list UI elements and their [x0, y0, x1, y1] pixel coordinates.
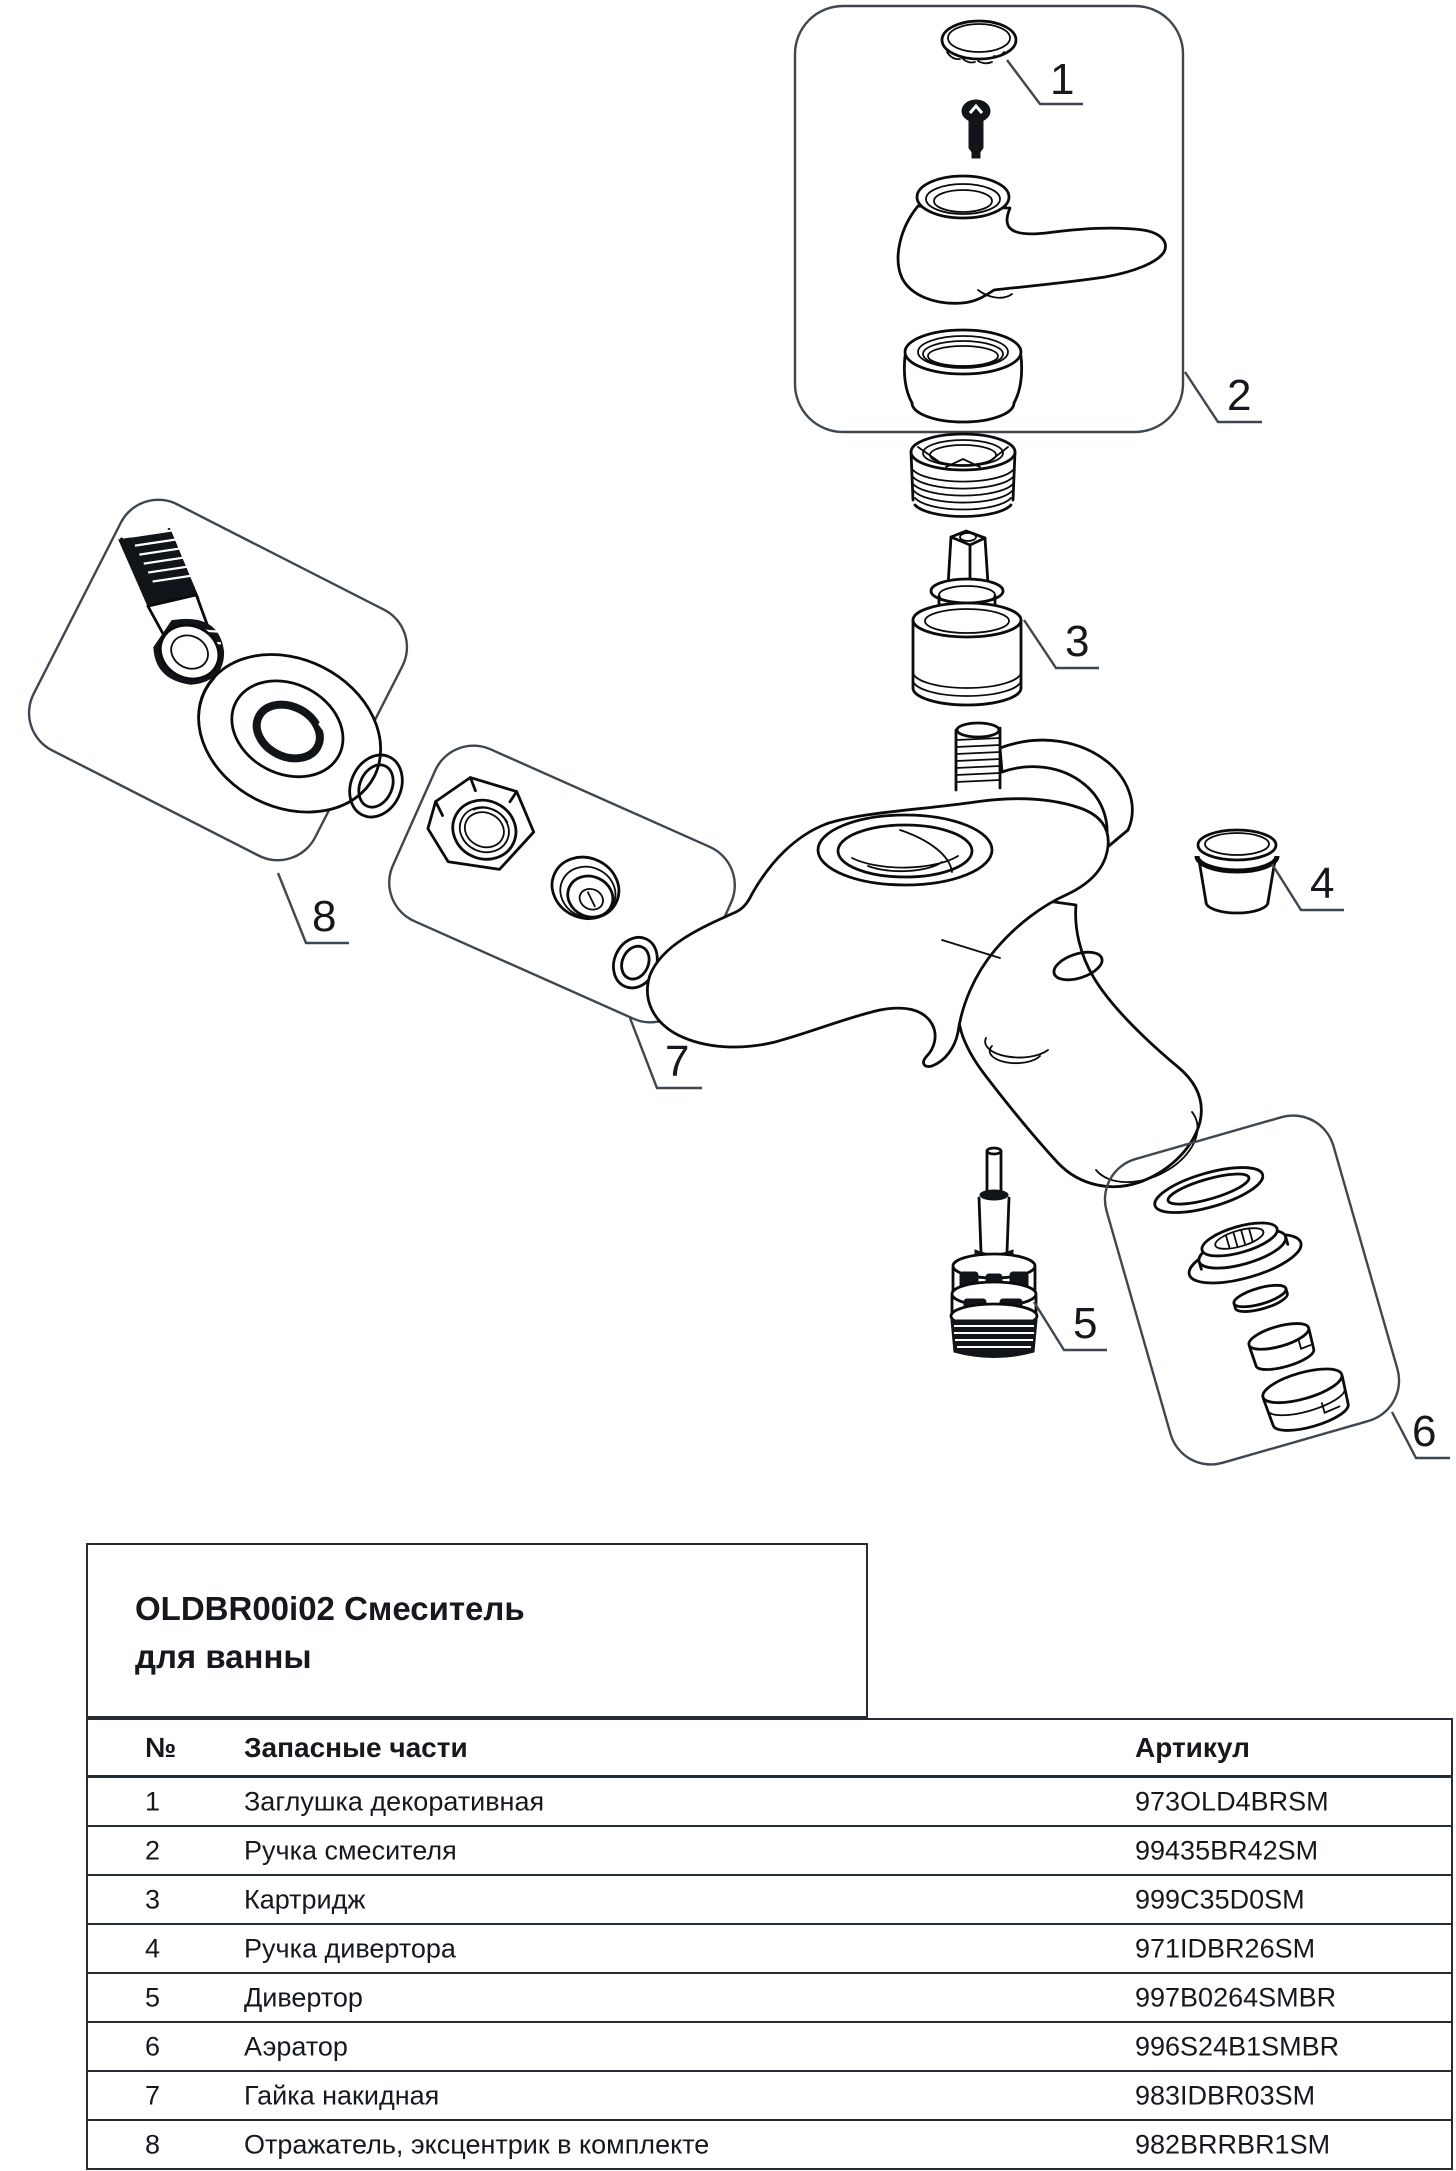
- callout-4-number: 4: [1310, 859, 1335, 908]
- table-row: [88, 1778, 1451, 1827]
- cell-number: 3: [145, 1884, 161, 1914]
- cell-article: 997B0264SMBR: [1135, 1982, 1337, 2012]
- callout-8-number: 8: [312, 892, 337, 941]
- callout-8: [278, 873, 349, 943]
- handle-screw: [962, 100, 990, 158]
- table-row: [88, 2121, 1451, 2168]
- cell-name: Гайка накидная: [244, 2080, 440, 2110]
- cell-number: 8: [145, 2129, 161, 2159]
- spare-parts-table: [86, 1718, 1453, 2170]
- aerator-top: [1180, 1211, 1306, 1293]
- threaded-adapter-ring: [911, 434, 1015, 517]
- table-row: [88, 1876, 1451, 1925]
- cell-name: Отражатель, эксцентрик в комплекте: [244, 2129, 710, 2159]
- callout-6: [1392, 1407, 1450, 1458]
- aerator-disc: [1232, 1281, 1290, 1316]
- product-title: [88, 1545, 866, 1681]
- callout-2: [1185, 371, 1262, 422]
- table-row: [88, 2023, 1451, 2072]
- handle-ring-nut: [904, 330, 1021, 422]
- callout-3: [1024, 617, 1099, 668]
- cell-number: 5: [145, 1982, 161, 2012]
- table-header-row: [88, 1720, 1451, 1778]
- header-article: Артикул: [1135, 1731, 1250, 1763]
- callout-4: [1272, 859, 1344, 910]
- cartridge-seat: [818, 815, 992, 885]
- header-number: №: [145, 1731, 177, 1763]
- header-name: Запасные части: [244, 1731, 468, 1763]
- cell-article: 983IDBR03SM: [1135, 2080, 1316, 2110]
- threaded-fitting: [542, 847, 629, 929]
- faucet-body: [647, 723, 1201, 1187]
- cell-article: 999C35D0SM: [1135, 1884, 1305, 1914]
- callout-3-number: 3: [1065, 617, 1090, 666]
- reflector-eccentric-panel: [15, 485, 444, 886]
- cell-number: 2: [145, 1835, 161, 1865]
- cell-name: Ручка смесителя: [244, 1835, 457, 1865]
- cell-name: Ручка дивертора: [244, 1933, 456, 1963]
- callout-6-number: 6: [1412, 1407, 1437, 1456]
- cell-article: 971IDBR26SM: [1135, 1933, 1316, 1963]
- cell-number: 7: [145, 2080, 161, 2110]
- table-row: [88, 2072, 1451, 2121]
- product-info-box: [86, 1543, 868, 1718]
- callout-7-number: 7: [665, 1037, 690, 1086]
- callout-1: [1007, 55, 1083, 104]
- aerator-shell: [1259, 1362, 1353, 1437]
- diverter-port: [956, 723, 1000, 790]
- cell-article: 99435BR42SM: [1135, 1835, 1319, 1865]
- cell-number: 4: [145, 1933, 161, 1963]
- cell-number: 1: [145, 1786, 161, 1816]
- table-row: [88, 1974, 1451, 2023]
- hex-nut: [415, 763, 546, 889]
- callout-5: [1034, 1299, 1107, 1350]
- cell-name: Картридж: [244, 1884, 366, 1914]
- cell-article: 982BRRBR1SM: [1135, 2129, 1331, 2159]
- product-title-line1: OLDBR00i02 Смеситель: [135, 1590, 525, 1627]
- mixer-handle: [898, 176, 1165, 303]
- cell-article: 973OLD4BRSM: [1135, 1786, 1329, 1816]
- table-row: [88, 1925, 1451, 1974]
- callout-2-number: 2: [1227, 371, 1252, 420]
- cartridge: [913, 531, 1021, 705]
- cell-name: Аэратор: [244, 2031, 348, 2061]
- callout-5-number: 5: [1073, 1299, 1098, 1348]
- handle-assembly-panel: [795, 6, 1183, 432]
- cell-name: Заглушка декоративная: [244, 1786, 545, 1816]
- cell-name: Дивертор: [244, 1982, 363, 2012]
- cell-article: 996S24B1SMBR: [1135, 2031, 1340, 2061]
- decorative-cap: [942, 21, 1016, 63]
- cell-number: 6: [145, 2031, 161, 2061]
- callout-1-number: 1: [1050, 55, 1075, 104]
- product-title-line2: для ванны: [135, 1638, 312, 1675]
- diverter-handle: [1197, 830, 1277, 913]
- diverter: [951, 1148, 1037, 1358]
- aerator-insert: [1246, 1318, 1317, 1375]
- table-row: [88, 1827, 1451, 1876]
